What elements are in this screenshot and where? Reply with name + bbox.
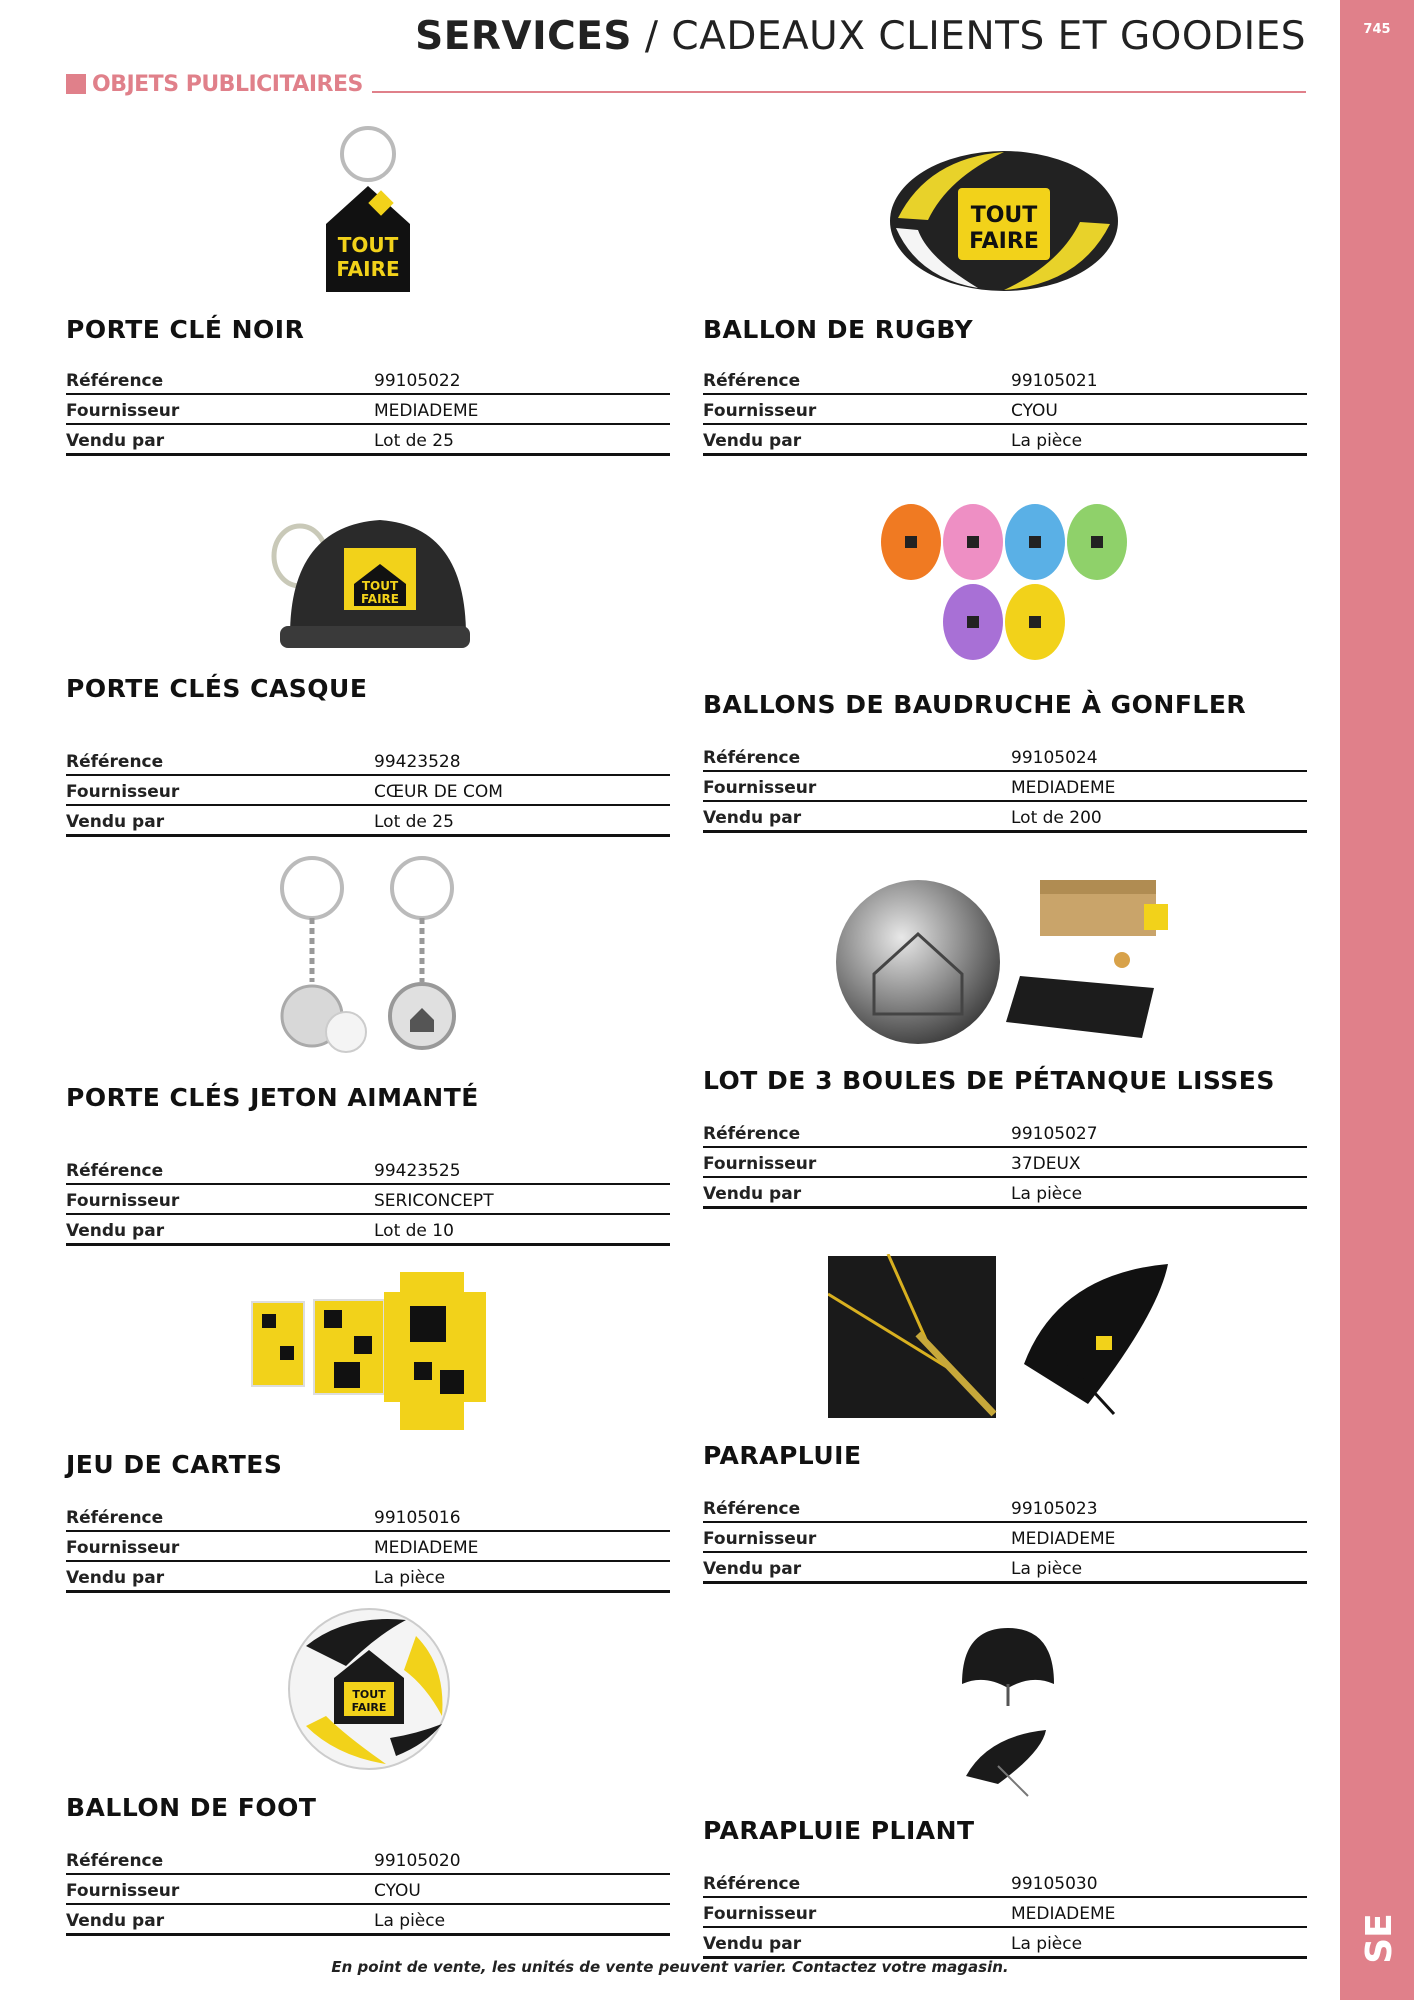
spec-row [703, 1118, 1307, 1148]
spec-value: La pièce [1011, 1559, 1083, 1579]
spec-value: MEDIADEME [1011, 778, 1116, 798]
spec-label: Référence [703, 1124, 801, 1144]
logo-line1: TOUT [361, 579, 399, 593]
section-label: OBJETS PUBLICITAIRES [92, 72, 363, 97]
spec-value: La pièce [1011, 431, 1083, 451]
spec-value: Lot de 25 [374, 812, 454, 832]
spec-row [66, 1215, 670, 1246]
logo-line2: FAIRE [336, 257, 400, 281]
section-header [66, 72, 1306, 96]
spec-row [703, 1898, 1307, 1928]
token-keychain-image [272, 852, 468, 1064]
spec-table [66, 365, 670, 456]
spec-row [66, 1155, 670, 1185]
spec-value: 99105027 [1011, 1124, 1098, 1144]
spec-value: La pièce [374, 1911, 446, 1931]
spec-row [703, 395, 1307, 425]
spec-row [66, 1875, 670, 1905]
logo-line2: FAIRE [351, 1701, 387, 1714]
product-title: BALLON DE FOOT [66, 1793, 317, 1822]
product-title: PORTE CLÉS JETON AIMANTÉ [66, 1083, 479, 1112]
spec-row [66, 1532, 670, 1562]
spec-label: Vendu par [66, 812, 165, 832]
spec-table [703, 1868, 1307, 1959]
balloons-image [876, 500, 1136, 672]
spec-row [66, 1845, 670, 1875]
folding-umbrella-image [958, 1626, 1058, 1798]
spec-value: La pièce [1011, 1184, 1083, 1204]
spec-value: MEDIADEME [1011, 1529, 1116, 1549]
product-title: PORTE CLÉ NOIR [66, 315, 305, 344]
product-title: JEU DE CARTES [66, 1450, 283, 1479]
spec-value: MEDIADEME [1011, 1904, 1116, 1924]
spec-row [66, 746, 670, 776]
spec-row [703, 1148, 1307, 1178]
spec-table [66, 1845, 670, 1936]
product-title: PARAPLUIE PLIANT [703, 1816, 975, 1845]
football-image [286, 1606, 452, 1772]
card-deck-image [250, 1262, 490, 1432]
spec-row [703, 772, 1307, 802]
spec-value: SERICONCEPT [374, 1191, 494, 1211]
spec-row [703, 1493, 1307, 1523]
page-title [415, 14, 1306, 59]
spec-table [703, 365, 1307, 456]
logo-line2: FAIRE [969, 229, 1039, 254]
spec-value: 99105023 [1011, 1499, 1098, 1519]
petanque-set-image [834, 876, 1172, 1048]
spec-value: MEDIADEME [374, 401, 479, 421]
spec-value: CYOU [1011, 401, 1058, 421]
spec-value: La pièce [1011, 1934, 1083, 1954]
spec-row [703, 425, 1307, 456]
spec-row [66, 1502, 670, 1532]
spec-value: 99105016 [374, 1508, 461, 1528]
spec-label: Fournisseur [66, 401, 180, 421]
spec-label: Vendu par [703, 808, 802, 828]
spec-label: Vendu par [66, 1221, 165, 1241]
spec-label: Fournisseur [703, 401, 817, 421]
spec-label: Référence [66, 1161, 164, 1181]
product-title: LOT DE 3 BOULES DE PÉTANQUE LISSES [703, 1066, 1275, 1095]
spec-row [66, 1185, 670, 1215]
spec-label: Fournisseur [703, 1904, 817, 1924]
product-title: BALLON DE RUGBY [703, 315, 974, 344]
spec-label: Fournisseur [66, 1538, 180, 1558]
logo-line1: TOUT [352, 1688, 386, 1701]
spec-row [703, 365, 1307, 395]
footer-note: En point de vente, les unités de vente peuvent varier. Contactez votre magasin. [331, 1958, 1009, 1976]
spec-row [703, 1178, 1307, 1209]
page-number: 745 [1363, 22, 1391, 37]
helmet-keychain-image [270, 486, 470, 656]
spec-label: Référence [703, 371, 801, 391]
page-title-sub: / CADEAUX CLIENTS ET GOODIES [631, 14, 1306, 59]
product-title: PARAPLUIE [703, 1441, 862, 1470]
spec-value: Lot de 200 [1011, 808, 1102, 828]
spec-row [66, 1562, 670, 1593]
spec-label: Vendu par [703, 431, 802, 451]
spec-label: Vendu par [703, 1934, 802, 1954]
spec-label: Vendu par [66, 1568, 165, 1588]
spec-value: 99105021 [1011, 371, 1098, 391]
spec-table [66, 1502, 670, 1593]
spec-row [66, 806, 670, 837]
spec-label: Référence [703, 748, 801, 768]
spec-row [703, 742, 1307, 772]
spec-value: 99105022 [374, 371, 461, 391]
umbrella-image [828, 1254, 1180, 1420]
spec-label: Référence [66, 1851, 164, 1871]
product-title: PORTE CLÉS CASQUE [66, 674, 368, 703]
spec-value: CYOU [374, 1881, 421, 1901]
logo-line1: TOUT [970, 203, 1038, 228]
logo-line2: FAIRE [360, 592, 400, 606]
product-title: BALLONS DE BAUDRUCHE À GONFLER [703, 690, 1247, 719]
spec-label: Fournisseur [703, 778, 817, 798]
logo-line1: TOUT [337, 233, 399, 257]
spec-label: Vendu par [66, 431, 165, 451]
spec-row [66, 365, 670, 395]
spec-value: Lot de 25 [374, 431, 454, 451]
spec-label: Référence [66, 752, 164, 772]
spec-table [703, 742, 1307, 833]
spec-label: Fournisseur [66, 1881, 180, 1901]
sidebar-band [1340, 0, 1414, 2000]
keychain-black-image [320, 124, 420, 296]
spec-value: Lot de 10 [374, 1221, 454, 1241]
spec-label: Référence [703, 1874, 801, 1894]
spec-row [703, 802, 1307, 833]
spec-row [66, 1905, 670, 1936]
spec-label: Référence [703, 1499, 801, 1519]
spec-label: Référence [66, 1508, 164, 1528]
spec-label: Fournisseur [66, 1191, 180, 1211]
spec-row [703, 1553, 1307, 1584]
spec-row [703, 1523, 1307, 1553]
page-title-main: SERVICES [415, 14, 632, 59]
section-rule [372, 91, 1306, 93]
spec-value: 99423525 [374, 1161, 461, 1181]
spec-value: La pièce [374, 1568, 446, 1588]
spec-value: 99423528 [374, 752, 461, 772]
spec-label: Fournisseur [66, 782, 180, 802]
spec-row [703, 1928, 1307, 1959]
section-marker [66, 74, 86, 94]
spec-value: 99105030 [1011, 1874, 1098, 1894]
spec-table [703, 1118, 1307, 1209]
spec-label: Vendu par [703, 1184, 802, 1204]
spec-value: 99105020 [374, 1851, 461, 1871]
spec-table [66, 746, 670, 837]
spec-label: Référence [66, 371, 164, 391]
spec-row [703, 1868, 1307, 1898]
spec-value: MEDIADEME [374, 1538, 479, 1558]
spec-value: 99105024 [1011, 748, 1098, 768]
spec-row [66, 425, 670, 456]
spec-label: Vendu par [66, 1911, 165, 1931]
spec-row [66, 776, 670, 806]
spec-table [703, 1493, 1307, 1584]
spec-label: Fournisseur [703, 1529, 817, 1549]
section-tab: SE [1358, 1913, 1400, 1964]
rugby-ball-image [888, 148, 1120, 294]
spec-label: Fournisseur [703, 1154, 817, 1174]
spec-label: Vendu par [703, 1559, 802, 1579]
spec-value: CŒUR DE COM [374, 782, 503, 802]
spec-table [66, 1155, 670, 1246]
spec-row [66, 395, 670, 425]
spec-value: 37DEUX [1011, 1154, 1081, 1174]
